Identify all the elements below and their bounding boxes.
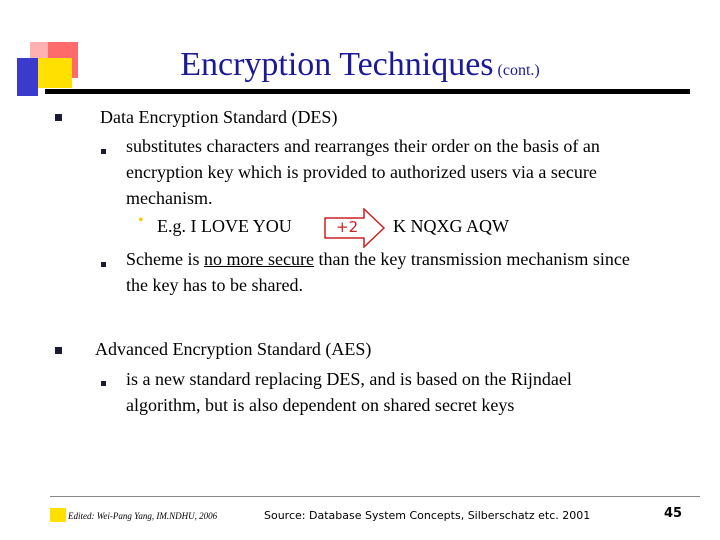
- slide-title: [0, 46, 720, 84]
- heading-aes: Advanced Encryption Standard (AES): [95, 339, 372, 359]
- title-rule: [45, 89, 690, 94]
- example-result: K NQXG AQW: [393, 216, 509, 236]
- aes-description-line-1: is a new standard replacing DES, and is based on the Rijndael: [126, 369, 572, 389]
- sub-bullet-icon: [101, 381, 106, 386]
- scheme-emphasis: no more secure: [204, 249, 314, 269]
- scheme-pre: Scheme is: [126, 249, 204, 269]
- title-suffix: (cont.): [497, 62, 540, 79]
- scheme-post: than the key transmission mechanism since: [313, 249, 630, 269]
- aes-description-line-2: algorithm, but is also dependent on shared secret keys: [126, 395, 515, 415]
- bullet-icon: [55, 347, 62, 354]
- bullet-icon: [55, 114, 62, 121]
- heading-des: Data Encryption Standard (DES): [100, 107, 338, 127]
- des-description-line-3: mechanism.: [126, 188, 213, 208]
- sub-bullet-icon: [101, 149, 106, 154]
- des-description-line-1: substitutes characters and rearranges their order on the basis of an: [126, 136, 600, 156]
- footer-source: Source: Database System Concepts, Silberschatz etc. 2001: [264, 509, 591, 522]
- des-description-line-2: encryption key which is provided to authorized users via a secure: [126, 162, 597, 182]
- scheme-line-1: [126, 246, 630, 272]
- star-bullet-icon: •: [138, 212, 144, 229]
- page-number: 45: [664, 506, 683, 521]
- scheme-line-2: the key has to be shared.: [126, 275, 303, 295]
- title-text: Encryption Techniques: [180, 46, 494, 83]
- sub-bullet-icon: [101, 262, 106, 267]
- footer-rule: [50, 496, 700, 497]
- arrow-label: +2: [336, 218, 359, 236]
- footer-square: [50, 508, 66, 522]
- footer-edited: Edited: Wei-Pang Yang, IM.NDHU, 2006: [68, 511, 218, 521]
- example-prefix: E.g. I LOVE YOU: [157, 216, 292, 236]
